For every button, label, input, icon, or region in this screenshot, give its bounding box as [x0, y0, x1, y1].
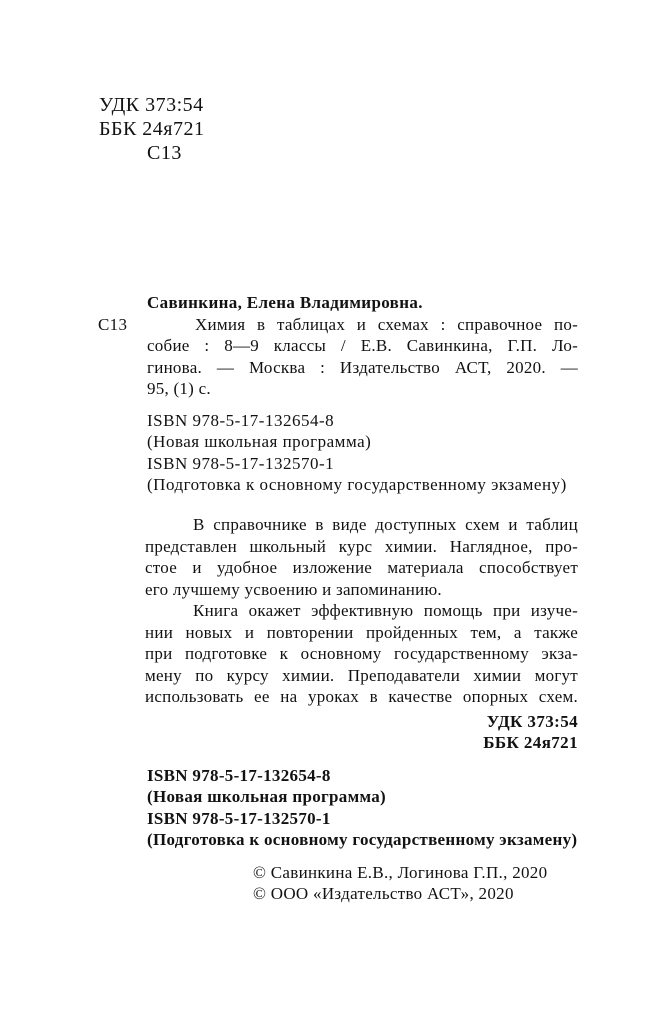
annotation-block — [145, 514, 578, 708]
annotation-line: стое и удобное изложение материала способствует — [145, 558, 578, 577]
copyright-line: © ООО «Издательство АСТ», 2020 — [253, 883, 514, 903]
codes-right-block — [483, 712, 578, 753]
catalog-card — [98, 292, 578, 400]
isbn-line: ISBN 978-5-17-132654-8 — [147, 766, 331, 785]
top-codes-block — [99, 93, 205, 165]
isbn-block-bottom — [147, 765, 577, 851]
author-sign: С13 — [98, 315, 128, 334]
udc-code: УДК 373:54 — [99, 94, 204, 116]
author-heading: Савинкина, Елена Владимировна. — [147, 293, 423, 312]
annotation-line: использовать ее на уроках в качестве опорных схем. — [145, 687, 578, 706]
copyright-line: © Савинкина Е.В., Логинова Г.П., 2020 — [253, 863, 548, 882]
bbk-code: ББК 24я721 — [99, 118, 205, 140]
series-line: (Новая школьная программа) — [147, 432, 372, 452]
copyright-block — [253, 863, 547, 905]
series-line: (Новая школьная программа) — [147, 787, 386, 807]
isbn-block-top — [147, 410, 567, 496]
card-line: Химия в таблицах и схемах : справочное по- — [195, 314, 578, 334]
udc-code: УДК 373:54 — [486, 712, 578, 731]
annotation-line: его лучшему усвоению и запоминанию. — [145, 579, 442, 599]
annotation-line: при подготовке к основному государственному экза- — [145, 644, 578, 663]
annotation-line: нии новых и повторении пройденных тем, а также — [145, 622, 578, 642]
annotation-line: мену по курсу химии. Преподаватели химии могут — [145, 665, 578, 685]
card-line: гинова. — Москва : Издательство АСТ, 2020. — — [147, 357, 578, 377]
isbn-line: ISBN 978-5-17-132654-8 — [147, 411, 335, 430]
annotation-line: представлен школьный курс химии. Наглядное, про- — [145, 536, 578, 556]
isbn-line: ISBN 978-5-17-132570-1 — [147, 808, 331, 828]
isbn-line: ISBN 978-5-17-132570-1 — [147, 453, 335, 473]
series-line: (Подготовка к основному государственному экзамену) — [147, 830, 578, 850]
series-line: (Подготовка к основному государственному экзамену) — [147, 475, 567, 495]
author-sign: С13 — [147, 142, 182, 164]
bbk-code: ББК 24я721 — [483, 732, 578, 752]
card-line: собие : 8—9 классы / Е.В. Савинкина, Г.П. Ло- — [147, 336, 578, 355]
annotation-line: В справочнике в виде доступных схем и таблиц — [193, 515, 578, 534]
annotation-line: Книга окажет эффективную помощь при изуче- — [193, 601, 578, 620]
card-line: 95, (1) с. — [147, 379, 211, 398]
